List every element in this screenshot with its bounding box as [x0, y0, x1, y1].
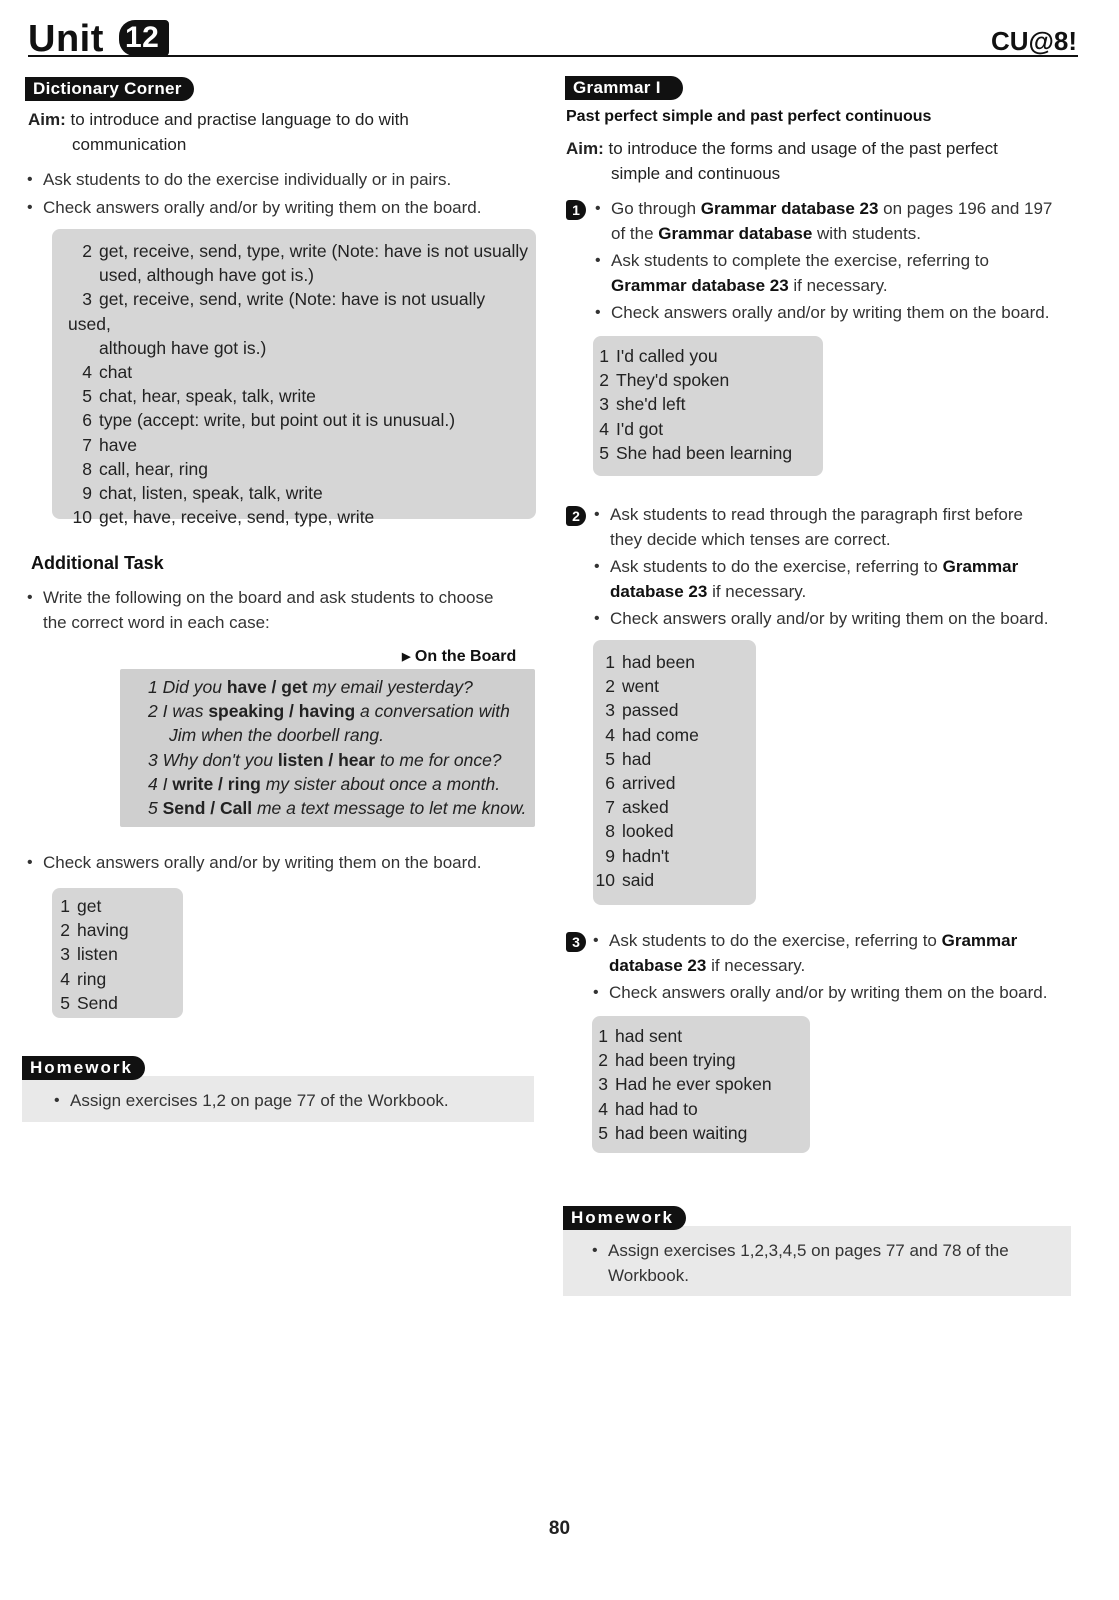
additional-bullet-line1: • Write the following on the board and ask students to choose	[43, 588, 494, 607]
answer-text: had come	[622, 724, 699, 745]
board-item-text: me a text message to let me know.	[252, 798, 527, 819]
text-bold: Grammar database 23	[700, 199, 879, 218]
board-item-number: 3	[148, 749, 158, 770]
board-item-text: my email yesterday?	[307, 677, 473, 697]
answer-number: 2	[599, 370, 609, 391]
board-item-text: Did you	[162, 677, 227, 697]
answer-number: 9	[82, 483, 92, 504]
answer-text: arrived	[622, 773, 676, 794]
board-item-text: I was	[162, 701, 209, 722]
answer-text: get, have, receive, send, type, write	[99, 507, 375, 528]
short-answers-box	[52, 888, 183, 1018]
answer-text-cont: used, although have got is.)	[99, 265, 315, 286]
ex3-bullet-2: • Check answers orally and/or by writing them on the board.	[609, 980, 1079, 1005]
answer-text: had	[622, 748, 652, 769]
answer-text: said	[622, 869, 655, 890]
dictionary-corner-tag: Dictionary Corner	[25, 77, 194, 101]
board-item-number: 2	[148, 701, 158, 722]
grammar-tag: Grammar I	[565, 76, 683, 100]
answer-number: 4	[598, 1098, 608, 1119]
right-homework-tag: Homework	[563, 1206, 686, 1230]
answer-text: having	[77, 920, 129, 941]
answer-number: 8	[82, 458, 92, 479]
on-the-board-box	[120, 669, 535, 827]
answer-number: 2	[82, 241, 92, 261]
answer-text: had sent	[615, 1026, 683, 1046]
text: if necessary.	[707, 582, 807, 601]
answer-text: They'd spoken	[616, 370, 730, 391]
board-item-number: 4	[148, 773, 158, 794]
board-item-choice: listen / hear	[277, 749, 376, 770]
board-item-text: my sister about once a month.	[260, 773, 501, 794]
answer-text-cont: although have got is.)	[99, 337, 267, 358]
right-aim	[566, 136, 1086, 186]
left-homework-text: • Assign exercises 1,2 on page 77 of the Workbook.	[70, 1088, 530, 1113]
answer-number: 4	[605, 724, 615, 745]
text: • Ask students to complete the exercise, referring to	[611, 251, 989, 270]
on-the-board-label	[402, 648, 516, 666]
text-bold: Grammar database	[658, 224, 813, 243]
board-item-choice: speaking / having	[208, 701, 356, 722]
answer-number: 3	[598, 1074, 608, 1095]
board-item-number: 1	[148, 677, 158, 697]
answer-text: I'd called you	[616, 346, 718, 366]
answer-text: get, receive, send, write (Note: have is not usually used,	[68, 289, 486, 334]
text: Ask students to do the exercise, referring to	[610, 557, 943, 576]
text: with students.	[812, 224, 921, 243]
additional-task-heading: Additional Task	[31, 553, 164, 573]
answer-text: asked	[622, 797, 669, 818]
answer-text: I'd got	[616, 418, 664, 439]
answer-text: she'd left	[616, 394, 686, 415]
answer-number: 2	[60, 920, 70, 941]
board-item-text: a conversation with	[355, 701, 510, 722]
answer-number: 1	[599, 346, 609, 366]
ex2-answers-box	[593, 640, 756, 905]
left-aim	[28, 107, 528, 157]
text: of the	[611, 224, 659, 243]
answer-number: 5	[598, 1122, 608, 1143]
board-item-text: to me for once?	[375, 749, 502, 770]
play-arrow-icon: ▶	[402, 651, 411, 663]
answer-text: had been waiting	[615, 1122, 748, 1143]
brand-logo: CU@8!	[990, 26, 1077, 56]
answer-number: 6	[605, 773, 615, 794]
text: • Assign exercises 1,2,3,4,5 on pages 77 and 78 of the	[608, 1241, 1009, 1260]
board-item-text: Why don't you	[162, 749, 278, 770]
answer-number: 6	[82, 410, 92, 431]
answer-text: call, hear, ring	[99, 458, 208, 479]
ex2-bullet-1	[610, 502, 1080, 552]
answer-number: 5	[82, 386, 92, 407]
ex3-answers-box	[592, 1016, 810, 1153]
aim-label: Aim:	[28, 110, 66, 129]
ex1-bullet-1	[611, 196, 1081, 246]
answer-number: 10	[72, 507, 92, 528]
answer-number: 3	[599, 394, 609, 415]
board-item-number: 5	[148, 798, 158, 819]
answer-text: had been	[622, 652, 695, 672]
answer-text: chat, listen, speak, talk, write	[99, 483, 323, 504]
answer-text: listen	[77, 944, 118, 965]
page-number: 80	[548, 1518, 571, 1539]
unit-number: 12	[119, 20, 169, 56]
answer-text: Send	[77, 992, 118, 1013]
ex3-bullet-1	[609, 928, 1079, 978]
dictionary-answers-box	[52, 229, 536, 528]
answer-number: 3	[82, 289, 92, 310]
additional-bullet	[43, 585, 533, 635]
left-bullet-1: • Ask students to do the exercise individually or in pairs.	[43, 167, 533, 192]
answer-number: 7	[605, 797, 615, 818]
answer-text: had been trying	[615, 1050, 736, 1071]
board-item-text-cont: Jim when the doorbell rang.	[169, 725, 384, 746]
left-homework-tag: Homework	[22, 1056, 145, 1080]
answer-text: She had been learning	[616, 442, 793, 463]
text: if necessary.	[706, 956, 806, 975]
ex1-bullet-3: • Check answers orally and/or by writing them on the board.	[611, 300, 1081, 325]
text-bold: Grammar database 23	[611, 276, 789, 295]
answer-text: looked	[622, 821, 674, 842]
answer-number: 5	[60, 992, 70, 1013]
answer-text: Had he ever spoken	[615, 1074, 772, 1095]
answer-number: 1	[598, 1026, 608, 1046]
answer-number: 7	[82, 434, 92, 455]
header-rule	[28, 55, 1078, 57]
board-item-choice: write / ring	[172, 773, 261, 794]
answer-text: type (accept: write, but point out it is unusual.)	[99, 410, 456, 431]
board-item-choice: have / get	[226, 677, 308, 697]
answer-number: 10	[595, 869, 615, 890]
text: they decide which tenses are correct.	[610, 530, 891, 549]
answer-number: 2	[605, 676, 615, 697]
additional-bullet-line2: the correct word in each case:	[43, 613, 270, 632]
text: • Ask students to read through the paragraph first before	[610, 505, 1023, 524]
unit-label: Unit	[28, 18, 104, 60]
answer-number: 3	[605, 700, 615, 721]
answer-text: passed	[622, 700, 679, 721]
answer-number: 8	[605, 821, 615, 842]
aim-label: Aim:	[566, 139, 604, 158]
answer-number: 1	[60, 896, 70, 916]
exercise-3-badge: 3	[566, 932, 586, 952]
aim-text-cont: simple and continuous	[611, 164, 781, 183]
text: Go through	[611, 199, 701, 218]
board-item-text: I	[162, 773, 173, 794]
answer-text: had had to	[615, 1098, 698, 1119]
answer-number: 4	[60, 968, 70, 989]
ex1-answers-box	[593, 336, 823, 476]
aim-text-cont: communication	[72, 135, 187, 154]
answer-number: 1	[605, 652, 615, 672]
answer-number: 5	[599, 442, 609, 463]
text-bold: Grammar	[942, 557, 1019, 576]
answer-text: have	[99, 434, 137, 455]
answer-text: get, receive, send, type, write (Note: have is not usually	[99, 241, 528, 261]
text-bold: database 23	[609, 956, 707, 975]
ex2-bullet-3: • Check answers orally and/or by writing them on the board.	[610, 606, 1080, 631]
answer-text: get	[77, 896, 102, 916]
answer-text: ring	[77, 968, 107, 989]
text: Workbook.	[608, 1266, 689, 1285]
answer-number: 9	[605, 845, 615, 866]
text-bold: Grammar	[941, 931, 1018, 950]
text: if necessary.	[788, 276, 888, 295]
answer-number: 4	[82, 362, 92, 383]
ex1-bullet-2	[611, 248, 1081, 298]
text-bold: database 23	[610, 582, 708, 601]
board-item-choice: Send / Call	[162, 798, 253, 819]
check-answers-bullet: • Check answers orally and/or by writing them on the board.	[43, 850, 533, 875]
left-bullet-2: • Check answers orally and/or by writing them on the board.	[43, 195, 533, 220]
text: Ask students to do the exercise, referring to	[609, 931, 942, 950]
answer-number: 4	[599, 418, 609, 439]
on-the-board-text: On the Board	[414, 648, 517, 665]
answer-number: 2	[598, 1050, 608, 1071]
aim-text: to introduce the forms and usage of the past perfect	[608, 139, 998, 158]
exercise-2-badge: 2	[566, 506, 586, 526]
answer-text: chat	[99, 362, 133, 383]
answer-number: 3	[60, 944, 70, 965]
answer-text: chat, hear, speak, talk, write	[99, 386, 316, 407]
right-homework-text	[608, 1238, 1068, 1288]
answer-number: 5	[605, 748, 615, 769]
answer-text: hadn't	[622, 845, 670, 866]
exercise-1-badge: 1	[566, 200, 586, 220]
aim-text: to introduce and practise language to do with	[70, 110, 409, 129]
grammar-subtitle: Past perfect simple and past perfect continuous	[566, 108, 932, 125]
text: on pages 196 and 197	[878, 199, 1053, 218]
answer-text: went	[622, 676, 659, 697]
ex2-bullet-2	[610, 554, 1080, 604]
